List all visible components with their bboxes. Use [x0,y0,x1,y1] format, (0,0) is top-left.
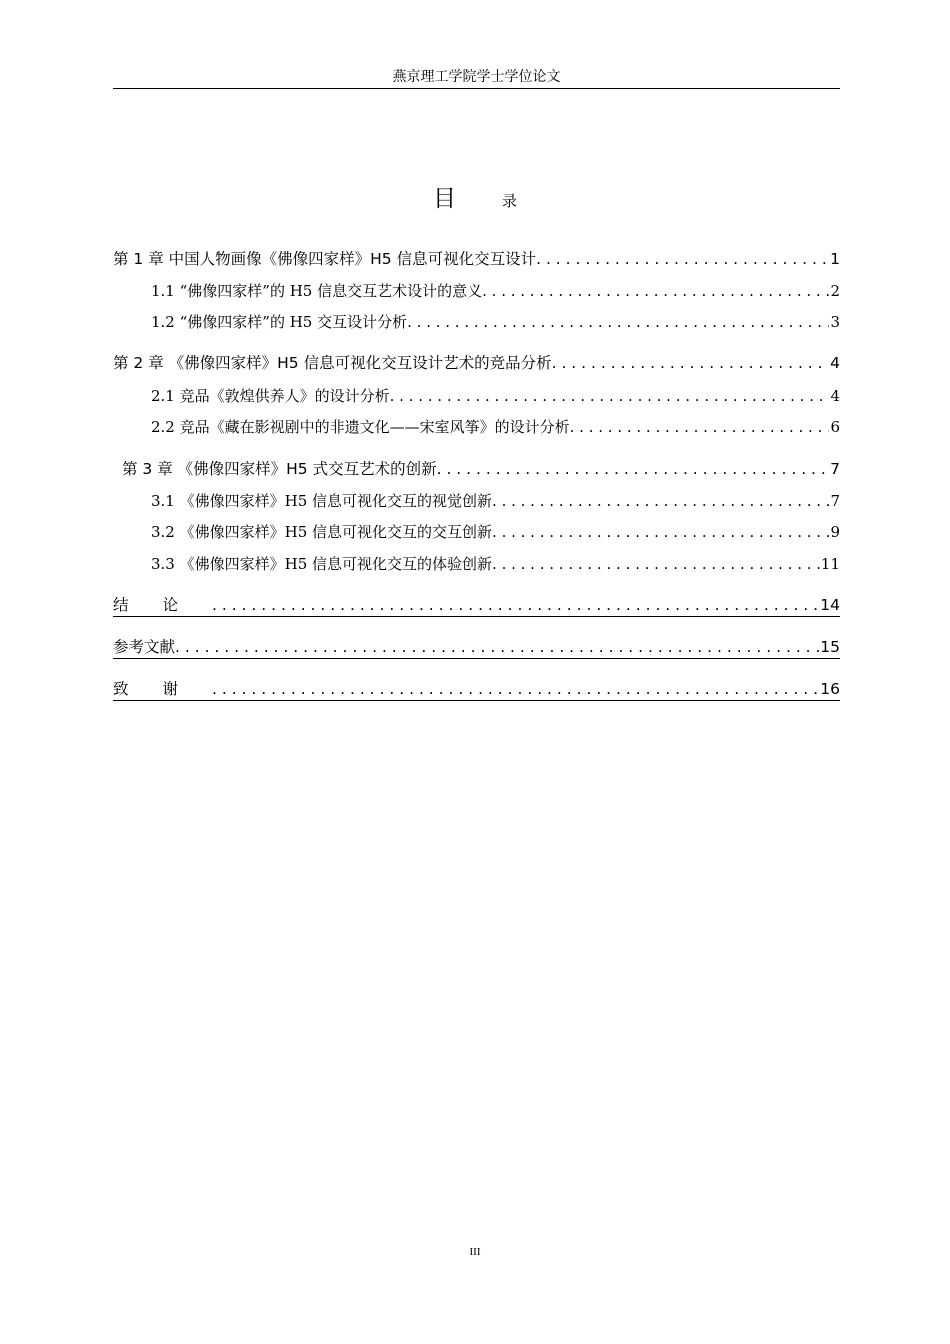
toc-entry-references[interactable] [113,637,840,659]
toc-leader-dots [390,385,830,407]
toc-entry-conclusion[interactable] [113,595,840,617]
toc-entry-label: 第 1 章 中国人物画像《佛像四家样》H5 信息可视化交互设计 [113,250,537,268]
toc-leader-dots [212,679,819,699]
toc-entry-label: 2.2 竞品《藏在影视剧中的非遗文化——宋室风筝》的设计分析 [151,418,570,436]
toc-entry-label: 3.1 《佛像四家样》H5 信息可视化交互的视觉创新 [151,492,493,510]
toc-entry-page: 1 [830,250,840,268]
toc-leader-dots [536,248,829,270]
toc-leader-dots [175,637,819,657]
toc-entry-section-2-1[interactable] [151,385,840,407]
toc-leader-dots [407,311,829,333]
toc-entry-page: 7 [830,492,840,510]
toc-entry-page: 7 [830,460,840,478]
toc-leader-dots [570,416,830,438]
toc-entry-page: 3 [830,313,840,331]
toc-entry-chapter-3[interactable] [122,458,840,480]
toc-heading-char-1: 目 [432,186,456,212]
toc-entry-page: 4 [830,387,840,405]
toc-heading [0,180,950,213]
toc-leader-dots [212,595,819,615]
toc-entry-acknowledgements[interactable] [113,679,840,701]
toc-leader-dots [492,553,820,575]
toc-entry-label: 结论 [113,596,213,614]
toc-entry-label: 1.2 “佛像四家样”的 H5 交互设计分析 [151,313,408,331]
toc-entry-page: 15 [820,638,840,656]
page-number: III [469,1246,481,1258]
toc-entry-section-1-2[interactable] [151,311,840,333]
toc-entry-section-3-3[interactable] [151,553,840,575]
toc-entry-page: 9 [830,523,840,541]
toc-leader-dots [437,458,830,480]
toc-entry-page: 4 [830,354,840,372]
toc-entry-label: 2.1 竞品《敦煌供养人》的设计分析 [151,387,390,405]
toc-entry-label: 1.1 “佛像四家样”的 H5 信息交互艺术设计的意义 [151,282,483,300]
toc-entry-section-1-1[interactable] [151,280,840,302]
toc-entry-page: 2 [830,282,840,300]
toc-entry-label: 第 3 章 《佛像四家样》H5 式交互艺术的创新 [122,460,437,478]
toc-entry-section-3-2[interactable] [151,521,840,543]
toc-entry-label: 参考文献 [113,638,176,656]
toc-entry-section-2-2[interactable] [151,416,840,438]
running-header: 燕京理工学院学士学位论文 [392,69,561,85]
toc-entry-label: 3.2 《佛像四家样》H5 信息可视化交互的交互创新 [151,523,493,541]
toc-entry-page: 6 [830,418,840,436]
toc-entry-chapter-1[interactable] [113,248,840,270]
toc-entry-label: 第 2 章 《佛像四家样》H5 信息可视化交互设计艺术的竞品分析 [113,354,552,372]
toc-leader-dots [552,352,830,374]
toc-heading-char-2: 录 [501,192,517,210]
toc-leader-dots [492,521,829,543]
toc-entry-page: 16 [820,680,840,698]
toc-leader-dots [482,280,829,302]
toc-entry-page: 14 [820,596,840,614]
toc-entry-label: 3.3 《佛像四家样》H5 信息可视化交互的体验创新 [151,555,493,573]
header-rule [113,88,840,89]
toc-entry-label: 致谢 [113,680,213,698]
toc-entry-page: 11 [820,555,840,573]
toc-entry-chapter-2[interactable] [113,352,840,374]
toc-entry-section-3-1[interactable] [151,490,840,512]
toc-leader-dots [492,490,829,512]
